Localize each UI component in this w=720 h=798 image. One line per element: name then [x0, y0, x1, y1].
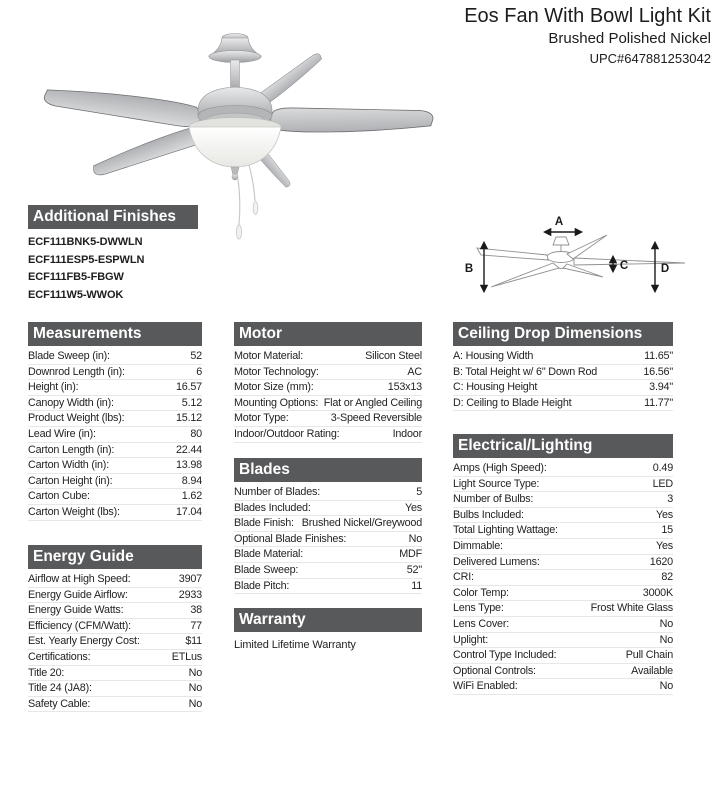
spec-value: No — [188, 697, 202, 710]
spec-label: Height (in): — [28, 381, 79, 394]
spec-value: Yes — [655, 508, 673, 521]
spec-row — [453, 365, 673, 381]
spec-value: No — [659, 617, 673, 630]
section-motor — [234, 322, 422, 443]
spec-value: 3907 — [178, 573, 202, 585]
spec-label: D: Ceiling to Blade Height — [453, 396, 572, 409]
spec-value: Silicon Steel — [365, 350, 422, 362]
spec-row — [453, 601, 673, 617]
spec-row — [234, 396, 422, 412]
spec-label: Certifications: — [28, 650, 91, 663]
spec-label: Carton Length (in): — [28, 443, 115, 456]
spec-label: Product Weight (lbs): — [28, 412, 125, 425]
spec-row — [453, 380, 673, 396]
spec-row — [28, 634, 202, 650]
spec-label: Bulbs Included: — [453, 508, 524, 521]
spec-row — [453, 570, 673, 586]
spec-value: Brushed Nickel/Greywood — [301, 517, 422, 530]
spec-value: 16.57 — [175, 381, 202, 394]
spec-row — [234, 532, 422, 548]
finish-item: ECF111W5-WWOK — [28, 288, 124, 301]
spec-value: 8.94 — [181, 474, 202, 487]
section-header: Energy Guide — [28, 545, 202, 569]
section-blades — [234, 458, 422, 594]
spec-row — [28, 427, 202, 443]
spec-label: Amps (High Speed): — [453, 462, 547, 474]
spec-value: 5.12 — [181, 396, 202, 409]
dim-label-c: C — [619, 260, 629, 272]
spec-row — [453, 555, 673, 571]
spec-value: 153x13 — [387, 381, 422, 394]
finish-list — [28, 234, 198, 304]
spec-value: 0.49 — [652, 462, 673, 474]
finish-item: ECF111ESP5-ESPWLN — [28, 253, 145, 266]
fan-canopy — [209, 34, 261, 63]
spec-label: Safety Cable: — [28, 697, 91, 710]
spec-value: 38 — [190, 604, 202, 617]
product-upc: UPC#647881253042 — [589, 50, 711, 66]
spec-row — [453, 349, 673, 365]
section-electrical-lighting — [453, 434, 673, 695]
spec-value: 52" — [406, 563, 422, 576]
spec-row — [234, 349, 422, 365]
section-header: Measurements — [28, 322, 202, 346]
spec-label: Est. Yearly Energy Cost: — [28, 635, 140, 648]
spec-value: 11 — [411, 579, 422, 592]
spec-label: Uplight: — [453, 633, 489, 646]
section-header: Ceiling Drop Dimensions — [453, 322, 673, 346]
spec-row — [453, 586, 673, 602]
spec-label: WiFi Enabled: — [453, 680, 518, 693]
spec-value: 11.77" — [644, 396, 673, 409]
spec-label: Carton Width (in): — [28, 459, 109, 472]
spec-value: Pull Chain — [625, 649, 673, 662]
section-energy-guide — [28, 545, 202, 712]
spec-label: Carton Cube: — [28, 490, 90, 503]
spec-value: 82 — [661, 571, 673, 584]
spec-label: B: Total Height w/ 6" Down Rod — [453, 365, 598, 378]
spec-label: Blade Material: — [234, 548, 304, 561]
spec-value: 22.44 — [175, 443, 202, 456]
spec-label: Motor Size (mm): — [234, 381, 314, 394]
spec-label: Mounting Options: — [234, 396, 319, 409]
spec-row — [453, 477, 673, 493]
spec-row — [234, 365, 422, 381]
spec-label: Title 20: — [28, 666, 65, 679]
spec-value: Indoor — [392, 427, 422, 440]
spec-value: LED — [652, 477, 673, 490]
spec-value: Frost White Glass — [590, 602, 673, 615]
spec-row — [28, 489, 202, 505]
spec-value: 3000K — [642, 586, 673, 599]
spec-row — [28, 588, 202, 604]
spec-label: Number of Blades: — [234, 486, 321, 498]
spec-row — [28, 603, 202, 619]
spec-row — [28, 619, 202, 635]
section-header: Blades — [234, 458, 422, 482]
spec-label: Blade Finish: — [234, 517, 294, 530]
spec-row — [234, 579, 422, 595]
section-ceiling-drop-dimensions — [453, 322, 673, 411]
spec-row — [453, 617, 673, 633]
spec-row — [28, 396, 202, 412]
warranty-text: Limited Lifetime Warranty — [234, 639, 356, 651]
product-finish: Brushed Polished Nickel — [548, 30, 711, 48]
spec-label: Blade Sweep (in): — [28, 350, 110, 362]
spec-row — [234, 485, 422, 501]
section-warranty — [234, 608, 422, 651]
spec-row — [453, 679, 673, 695]
finish-item: ECF111BNK5-DWWLN — [28, 236, 143, 248]
spec-label: Optional Controls: — [453, 664, 536, 677]
spec-label: A: Housing Width — [453, 350, 534, 362]
spec-label: Control Type Included: — [453, 649, 557, 662]
spec-value: Available — [631, 664, 673, 677]
spec-row — [28, 349, 202, 365]
dim-label-b: B — [464, 263, 474, 275]
spec-row — [234, 547, 422, 563]
spec-label: Canopy Width (in): — [28, 396, 114, 409]
spec-row — [234, 411, 422, 427]
spec-label: Title 24 (JA8): — [28, 682, 92, 695]
spec-value: 3.94" — [649, 381, 673, 394]
spec-row — [28, 681, 202, 697]
spec-value: 3-Speed Reversible — [330, 412, 422, 425]
spec-label: Efficiency (CFM/Watt): — [28, 619, 131, 632]
spec-row — [28, 411, 202, 427]
spec-value: 1.62 — [181, 490, 202, 503]
spec-label: Energy Guide Airflow: — [28, 588, 128, 601]
spec-label: Energy Guide Watts: — [28, 604, 124, 617]
spec-label: CRI: — [453, 571, 474, 584]
spec-row — [234, 501, 422, 517]
spec-value: 15.12 — [175, 412, 202, 425]
dim-label-d: D — [660, 263, 670, 275]
fan-sketch — [477, 235, 685, 287]
spec-label: Downrod Length (in): — [28, 365, 125, 378]
spec-label: Optional Blade Finishes: — [234, 532, 347, 545]
spec-row — [28, 650, 202, 666]
spec-label: Total Lighting Wattage: — [453, 524, 558, 537]
spec-row — [234, 427, 422, 443]
spec-label: Number of Bulbs: — [453, 493, 534, 506]
title-block — [464, 4, 711, 67]
spec-value: 77 — [190, 619, 202, 632]
spec-row — [28, 458, 202, 474]
spec-row — [453, 461, 673, 477]
section-additional-finishes — [28, 205, 198, 304]
spec-row — [453, 396, 673, 412]
spec-label: Motor Material: — [234, 350, 303, 362]
spec-label: Light Source Type: — [453, 477, 540, 490]
spec-value: 1620 — [649, 555, 673, 568]
spec-value: 3 — [667, 493, 673, 506]
spec-label: Lens Cover: — [453, 617, 510, 630]
spec-value: No — [188, 666, 202, 679]
spec-label: Lead Wire (in): — [28, 427, 96, 440]
fan-pull-chains — [236, 165, 258, 239]
spec-label: Delivered Lumens: — [453, 555, 540, 568]
spec-row — [453, 539, 673, 555]
section-measurements — [28, 322, 202, 521]
spec-label: Indoor/Outdoor Rating: — [234, 427, 340, 440]
spec-label: Airflow at High Speed: — [28, 573, 131, 585]
spec-value: No — [659, 680, 673, 693]
spec-row — [28, 365, 202, 381]
spec-row — [28, 572, 202, 588]
spec-value: 52 — [190, 350, 202, 362]
spec-row — [453, 664, 673, 680]
spec-value: 2933 — [178, 588, 202, 601]
spec-row — [453, 508, 673, 524]
spec-value: Yes — [404, 501, 422, 514]
spec-value: 16.56" — [643, 365, 673, 378]
finish-item: ECF111FB5-FBGW — [28, 271, 124, 283]
spec-label: Blades Included: — [234, 501, 311, 514]
spec-value: ETLus — [171, 650, 202, 663]
spec-row — [28, 380, 202, 396]
spec-value: Flat or Angled Ceiling — [323, 396, 422, 409]
spec-value: MDF — [399, 548, 422, 561]
spec-label: Blade Sweep: — [234, 563, 299, 576]
spec-value: 15 — [661, 524, 673, 537]
spec-row — [28, 443, 202, 459]
spec-row — [453, 633, 673, 649]
spec-value: No — [408, 532, 422, 545]
spec-row — [234, 380, 422, 396]
spec-label: Lens Type: — [453, 602, 504, 615]
spec-value: Yes — [655, 539, 673, 552]
spec-row — [28, 474, 202, 490]
spec-row — [453, 523, 673, 539]
spec-value: AC — [407, 365, 422, 378]
spec-value: $11 — [185, 635, 202, 648]
dim-label-a: A — [554, 216, 564, 228]
spec-row — [28, 697, 202, 713]
spec-value: 11.65" — [644, 350, 673, 362]
section-header: Motor — [234, 322, 422, 346]
spec-label: C: Housing Height — [453, 381, 538, 394]
spec-value: No — [188, 682, 202, 695]
dimension-diagram — [455, 213, 703, 315]
spec-label: Carton Height (in): — [28, 474, 113, 487]
spec-row — [234, 563, 422, 579]
spec-label: Color Temp: — [453, 586, 509, 599]
spec-label: Carton Weight (lbs): — [28, 505, 120, 518]
spec-value: 6 — [196, 365, 202, 378]
spec-value: 17.04 — [175, 505, 202, 518]
spec-value: No — [659, 633, 673, 646]
spec-label: Dimmable: — [453, 539, 503, 552]
spec-label: Motor Technology: — [234, 365, 319, 378]
spec-row — [234, 516, 422, 532]
spec-value: 80 — [190, 427, 202, 440]
product-title: Eos Fan With Bowl Light Kit — [464, 5, 711, 27]
section-header: Warranty — [234, 608, 422, 632]
spec-row — [453, 492, 673, 508]
spec-label: Blade Pitch: — [234, 579, 290, 592]
spec-label: Motor Type: — [234, 412, 289, 425]
spec-value: 5 — [416, 486, 422, 498]
spec-value: 13.98 — [175, 459, 202, 472]
spec-row — [28, 505, 202, 521]
spec-row — [453, 648, 673, 664]
spec-row — [28, 666, 202, 682]
section-header: Electrical/Lighting — [453, 434, 673, 458]
fan-bowl-light — [189, 118, 281, 181]
section-header: Additional Finishes — [28, 205, 198, 229]
